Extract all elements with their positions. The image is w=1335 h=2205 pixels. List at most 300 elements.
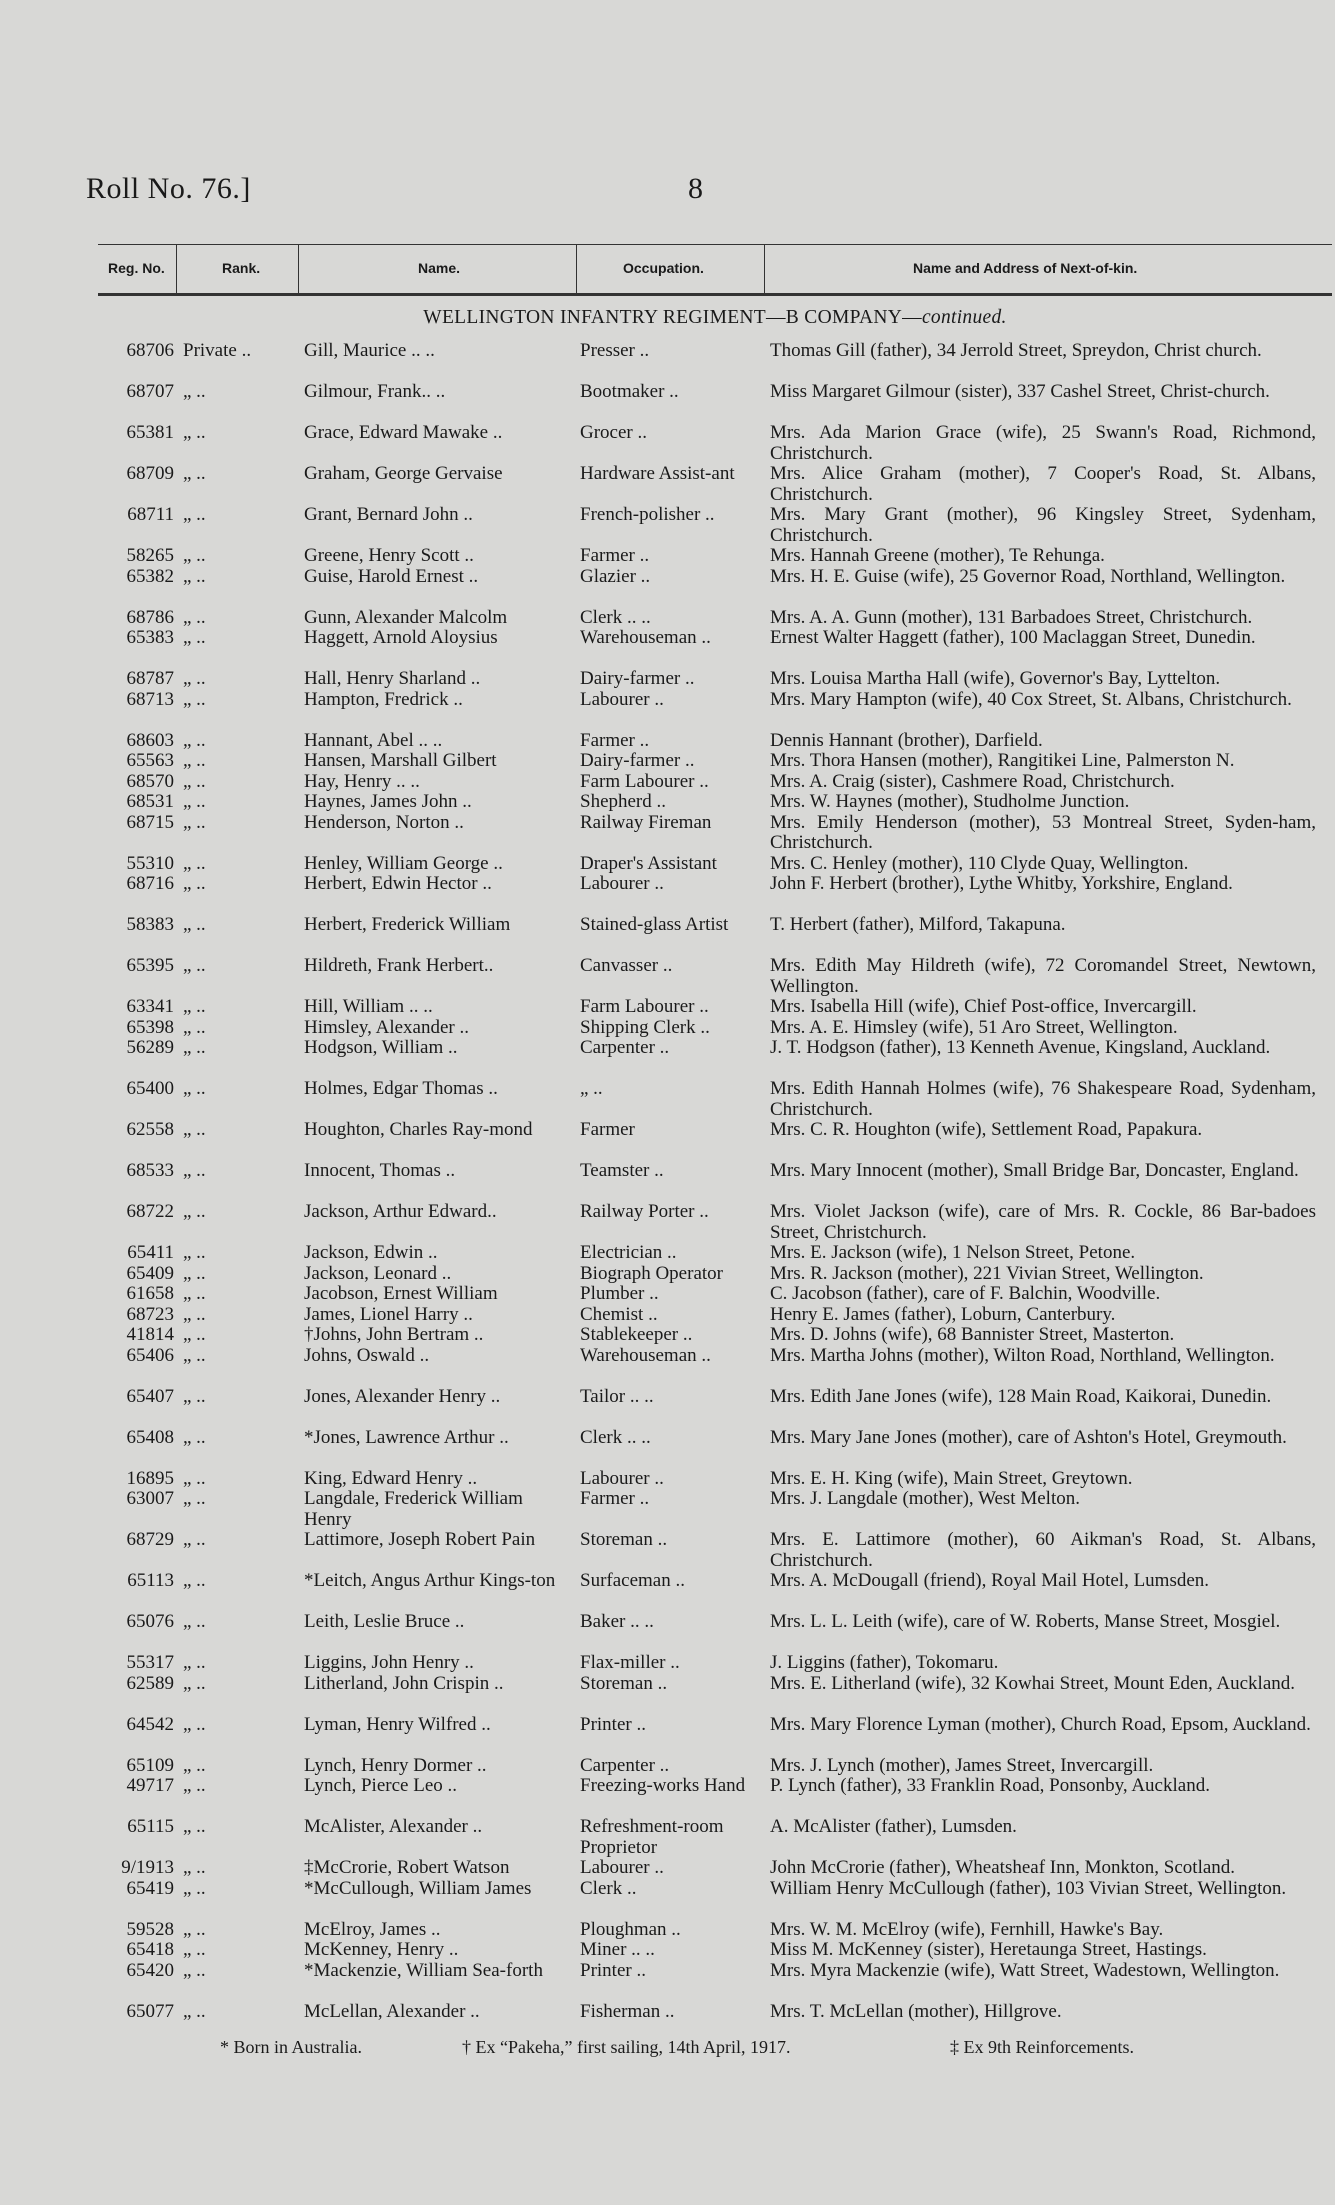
table-row (0, 813, 1335, 854)
next-of-kin: Mrs. Violet Jackson (wife), care of Mrs. R. Cockle, 86 Bar-badoes Street, Christchurch. (770, 1201, 1316, 1243)
reg-number: 63341 (126, 996, 174, 1017)
reg-number: 65400 (126, 1078, 174, 1099)
section-heading (98, 307, 1332, 329)
next-of-kin: Mrs. H. E. Guise (wife), 25 Governor Road, Northland, Wellington. (770, 565, 1286, 587)
soldier-name: Innocent, Thomas .. (304, 1160, 456, 1181)
rank: „ .. (183, 1959, 206, 1981)
next-of-kin: Mrs. Emily Henderson (mother), 53 Montreal Street, Syden-ham, Christchurch. (770, 811, 1316, 853)
soldier-name: *Jones, Lawrence Arthur .. (304, 1426, 509, 1448)
occupation: Clerk .. .. (580, 606, 651, 628)
rank: „ .. (183, 914, 206, 935)
occupation: Plumber .. (580, 1283, 659, 1304)
reg-number: 68533 (126, 1160, 174, 1181)
table-row (0, 1571, 1335, 1612)
next-of-kin: Mrs. R. Jackson (mother), 221 Vivian Street, Wellington. (770, 1262, 1204, 1284)
occupation: Printer .. (580, 1713, 646, 1735)
table-row (0, 690, 1335, 731)
rank: „ .. (183, 1877, 206, 1899)
next-of-kin: Mrs. D. Johns (wife), 68 Bannister Street, Masterton. (770, 1324, 1175, 1345)
occupation: Labourer .. (580, 873, 664, 894)
footnote-born-australia: * Born in Australia. (220, 2037, 362, 2057)
rank: „ .. (183, 1652, 206, 1673)
soldier-name: Grace, Edward Mawake .. (304, 422, 503, 443)
occupation: Flax-miller .. (580, 1652, 680, 1673)
soldier-name: Greene, Henry Scott .. (304, 545, 474, 566)
reg-number: 65398 (126, 1016, 174, 1038)
soldier-name: Haggett, Arnold Aloysius (304, 627, 498, 648)
table-row (0, 1489, 1335, 1530)
reg-number: 65382 (126, 565, 174, 587)
table-row (0, 1284, 1335, 1305)
table-row (0, 1243, 1335, 1264)
soldier-name: †Johns, John Bertram .. (304, 1324, 484, 1345)
occupation: Presser .. (580, 340, 650, 361)
soldier-name: Holmes, Edgar Thomas .. (304, 1078, 498, 1099)
soldier-name: Jackson, Leonard .. (304, 1262, 452, 1284)
occupation: Farmer (580, 1119, 635, 1140)
table-row (0, 1264, 1335, 1285)
reg-number: 65420 (126, 1959, 174, 1981)
rank: „ .. (183, 1242, 206, 1263)
occupation: Labourer .. (580, 1467, 664, 1489)
occupation: Glazier .. (580, 565, 651, 587)
reg-number: 61658 (126, 1283, 174, 1304)
table-row (0, 1674, 1335, 1715)
next-of-kin: Mrs. Hannah Greene (mother), Te Rehunga. (770, 545, 1105, 566)
reg-number: 58265 (126, 545, 174, 566)
rank: „ .. (183, 1262, 206, 1284)
next-of-kin: Mrs. E. Lattimore (mother), 60 Aikman's Road, St. Albans, Christchurch. (770, 1529, 1316, 1571)
rank: „ .. (183, 811, 206, 833)
rank: „ .. (183, 1713, 206, 1735)
reg-number: 65418 (126, 1939, 174, 1960)
reg-number: 9/1913 (121, 1857, 174, 1878)
soldier-name: Hay, Henry .. .. (304, 770, 420, 792)
reg-number: 65115 (127, 1816, 174, 1837)
table-row (0, 669, 1335, 690)
soldier-name: Hall, Henry Sharland .. (304, 668, 481, 689)
table-row (0, 423, 1335, 464)
reg-number: 68729 (126, 1529, 174, 1550)
table-row (0, 1653, 1335, 1674)
next-of-kin: William Henry McCullough (father), 103 Vivian Street, Wellington. (770, 1877, 1287, 1899)
next-of-kin: Mrs. J. Langdale (mother), West Melton. (770, 1488, 1080, 1509)
soldier-name: Leith, Leslie Bruce .. (304, 1611, 465, 1632)
table-row (0, 772, 1335, 793)
occupation: Stablekeeper .. (580, 1324, 693, 1345)
soldier-name: Henderson, Norton .. (304, 811, 464, 833)
occupation: Clerk .. .. (580, 1426, 651, 1448)
occupation: Refreshment-room Proprietor (580, 1816, 724, 1858)
soldier-name: McLellan, Alexander .. (304, 2000, 480, 2022)
table-row (0, 751, 1335, 772)
occupation: Fisherman .. (580, 2000, 675, 2022)
soldier-name: Hildreth, Frank Herbert.. (304, 955, 494, 976)
reg-number: 65419 (126, 1877, 174, 1899)
rank: Private .. (183, 340, 252, 361)
reg-number: 68786 (126, 606, 174, 628)
next-of-kin: Henry E. James (father), Loburn, Canterbury. (770, 1303, 1116, 1325)
next-of-kin: Mrs. Mary Innocent (mother), Small Bridge Bar, Doncaster, England. (770, 1160, 1299, 1181)
col-occupation: Occupation. (623, 260, 704, 276)
occupation: Grocer .. (580, 422, 647, 443)
next-of-kin: C. Jacobson (father), care of F. Balchin, Woodville. (770, 1283, 1161, 1304)
soldier-name: Hodgson, William .. (304, 1037, 458, 1058)
next-of-kin: Mrs. Mary Florence Lyman (mother), Church Road, Epsom, Auckland. (770, 1713, 1311, 1735)
next-of-kin: Thomas Gill (father), 34 Jerrold Street, Spreydon, Christ church. (770, 340, 1262, 361)
reg-number: 68787 (126, 668, 174, 689)
reg-number: 59528 (126, 1918, 174, 1940)
table-row (0, 1776, 1335, 1817)
rank: „ .. (183, 1570, 206, 1591)
reg-number: 68723 (126, 1303, 174, 1325)
reg-number: 65407 (126, 1385, 174, 1407)
next-of-kin: Mrs. J. Lynch (mother), James Street, Invercargill. (770, 1754, 1154, 1776)
next-of-kin: Miss Margaret Gilmour (sister), 337 Cashel Street, Christ-church. (770, 381, 1270, 402)
table-row (0, 1961, 1335, 2002)
reg-number: 68706 (126, 340, 174, 361)
rank: „ .. (183, 1611, 206, 1632)
rank: „ .. (183, 955, 206, 976)
soldier-name: Henley, William George .. (304, 852, 503, 874)
occupation: Storeman .. (580, 1672, 668, 1694)
occupation: Baker .. .. (580, 1611, 654, 1632)
table-row (0, 1202, 1335, 1243)
table-row (0, 854, 1335, 875)
table-row (0, 1756, 1335, 1777)
reg-number: 68603 (126, 729, 174, 751)
next-of-kin: Mrs. Edith Jane Jones (wife), 128 Main Road, Kaikorai, Dunedin. (770, 1385, 1272, 1407)
occupation: Dairy-farmer .. (580, 668, 695, 689)
rank: „ .. (183, 1775, 206, 1796)
table-row (0, 1346, 1335, 1387)
rank: „ .. (183, 1857, 206, 1878)
occupation: Teamster .. (580, 1160, 664, 1181)
reg-number: 65113 (127, 1570, 174, 1591)
soldier-name: Hannant, Abel .. .. (304, 729, 443, 751)
reg-number: 16895 (126, 1467, 174, 1489)
next-of-kin: Ernest Walter Haggett (father), 100 Maclaggan Street, Dunedin. (770, 627, 1256, 648)
soldier-name: Gunn, Alexander Malcolm (304, 606, 508, 628)
occupation: Farmer .. (580, 1488, 650, 1509)
rank: „ .. (183, 1426, 206, 1448)
rank: „ .. (183, 422, 206, 443)
occupation: Shipping Clerk .. (580, 1016, 710, 1038)
table-row (0, 546, 1335, 567)
next-of-kin: Mrs. Thora Hansen (mother), Rangitikei Line, Palmerston N. (770, 750, 1235, 771)
rank: „ .. (183, 1467, 206, 1489)
rank: „ .. (183, 1160, 206, 1181)
rank: „ .. (183, 1324, 206, 1345)
rank: „ .. (183, 565, 206, 587)
next-of-kin: Mrs. Mary Hampton (wife), 40 Cox Street, St. Albans, Christchurch. (770, 688, 1292, 710)
table-row (0, 1469, 1335, 1490)
soldier-name: Jackson, Edwin .. (304, 1242, 438, 1263)
next-of-kin: Mrs. Mary Jane Jones (mother), care of Ashton's Hotel, Greymouth. (770, 1426, 1287, 1448)
soldier-name: Gill, Maurice .. .. (304, 340, 435, 361)
table-row (0, 1079, 1335, 1120)
next-of-kin: J. Liggins (father), Tokomaru. (770, 1652, 999, 1673)
table-row (0, 505, 1335, 546)
next-of-kin: Mrs. E. Jackson (wife), 1 Nelson Street, Petone. (770, 1242, 1136, 1263)
col-name: Name. (418, 260, 461, 276)
next-of-kin: Miss M. McKenney (sister), Heretaunga Street, Hastings. (770, 1939, 1207, 1960)
reg-number: 58383 (126, 914, 174, 935)
reg-number: 65409 (126, 1262, 174, 1284)
soldier-name: Liggins, John Henry .. (304, 1652, 474, 1673)
rank: „ .. (183, 1385, 206, 1407)
soldier-name: *Leitch, Angus Arthur Kings-ton (304, 1570, 556, 1591)
reg-number: 49717 (126, 1775, 174, 1796)
rank: „ .. (183, 1201, 206, 1222)
table-row (0, 1879, 1335, 1920)
roll-table (0, 341, 1335, 2022)
table-row (0, 792, 1335, 813)
occupation: Labourer .. (580, 688, 664, 710)
next-of-kin: Mrs. W. M. McElroy (wife), Fernhill, Hawke's Bay. (770, 1918, 1164, 1940)
next-of-kin: Mrs. C. R. Houghton (wife), Settlement Road, Papakura. (770, 1119, 1203, 1140)
reg-number: 68713 (126, 688, 174, 710)
soldier-name: Jacobson, Ernest William (304, 1283, 498, 1304)
page-number: 8 (688, 172, 703, 205)
reg-number: 68715 (126, 811, 174, 833)
soldier-name: Haynes, James John .. (304, 791, 472, 812)
reg-number: 68722 (126, 1201, 174, 1222)
soldier-name: Lattimore, Joseph Robert Pain (304, 1529, 536, 1550)
occupation: Storeman .. (580, 1529, 668, 1550)
next-of-kin: Dennis Hannant (brother), Darfield. (770, 729, 1043, 751)
soldier-name: Johns, Oswald .. (304, 1344, 430, 1366)
col-rank: Rank. (222, 260, 261, 276)
soldier-name: Houghton, Charles Ray-mond (304, 1119, 533, 1140)
table-row (0, 1715, 1335, 1756)
table-row (0, 1858, 1335, 1879)
occupation: Tailor .. .. (580, 1385, 654, 1407)
reg-number: 68716 (126, 873, 174, 894)
rank: „ .. (183, 381, 206, 402)
rank: „ .. (183, 1078, 206, 1099)
rank: „ .. (183, 770, 206, 792)
occupation: Printer .. (580, 1959, 646, 1981)
occupation: Miner .. .. (580, 1939, 655, 1960)
soldier-name: Lynch, Henry Dormer .. (304, 1754, 487, 1776)
occupation: Farm Labourer .. (580, 996, 709, 1017)
next-of-kin: Mrs. T. McLellan (mother), Hillgrove. (770, 2000, 1062, 2022)
rank: „ .. (183, 1303, 206, 1325)
table-row (0, 1612, 1335, 1653)
next-of-kin: Mrs. Louisa Martha Hall (wife), Governor's Bay, Lyttelton. (770, 668, 1221, 689)
rank: „ .. (183, 1754, 206, 1776)
section-title: WELLINGTON INFANTRY REGIMENT—B COMPANY— (423, 307, 922, 328)
soldier-name: Herbert, Frederick William (304, 914, 511, 935)
rank: „ .. (183, 1939, 206, 1960)
occupation: Carpenter .. (580, 1037, 670, 1058)
rank: „ .. (183, 606, 206, 628)
rank: „ .. (183, 627, 206, 648)
reg-number: 68531 (126, 791, 174, 812)
rank: „ .. (183, 688, 206, 710)
occupation: Farmer .. (580, 729, 650, 751)
section-continued: continued. (921, 307, 1007, 328)
soldier-name: *Mackenzie, William Sea-forth (304, 1959, 543, 1981)
reg-number: 68709 (126, 463, 174, 484)
table-row (0, 1920, 1335, 1941)
reg-number: 62589 (126, 1672, 174, 1694)
soldier-name: James, Lionel Harry .. (304, 1303, 473, 1325)
occupation: Surfaceman .. (580, 1570, 685, 1591)
soldier-name: Guise, Harold Ernest .. (304, 565, 479, 587)
occupation: Railway Fireman (580, 811, 712, 833)
next-of-kin: J. T. Hodgson (father), 13 Kenneth Avenue, Kingsland, Auckland. (770, 1037, 1271, 1058)
table-row (0, 1325, 1335, 1346)
occupation: Stained-glass Artist (580, 914, 729, 935)
soldier-name: McKenney, Henry .. (304, 1939, 459, 1960)
table-row (0, 1018, 1335, 1039)
soldier-name: *McCullough, William James (304, 1877, 532, 1899)
rank: „ .. (183, 1037, 206, 1058)
reg-number: 65077 (126, 2000, 174, 2022)
next-of-kin: A. McAlister (father), Lumsden. (770, 1816, 1017, 1837)
reg-number: 65076 (126, 1611, 174, 1632)
reg-number: 62558 (126, 1119, 174, 1140)
rank: „ .. (183, 668, 206, 689)
occupation: Draper's Assistant (580, 852, 717, 874)
table-row (0, 1387, 1335, 1428)
next-of-kin: John McCrorie (father), Wheatsheaf Inn, Monkton, Scotland. (770, 1857, 1236, 1878)
footnote-pakeha: † Ex “Pakeha,” first sailing, 14th April, 1917. (462, 2037, 791, 2057)
soldier-name: Lyman, Henry Wilfred .. (304, 1713, 491, 1735)
table-row (0, 731, 1335, 752)
next-of-kin: Mrs. Martha Johns (mother), Wilton Road, Northland, Wellington. (770, 1344, 1275, 1366)
table-row (0, 382, 1335, 423)
rank: „ .. (183, 1344, 206, 1366)
rank: „ .. (183, 1816, 206, 1837)
occupation: „ .. (580, 1078, 603, 1099)
rank: „ .. (183, 873, 206, 894)
rank: „ .. (183, 729, 206, 751)
occupation: Warehouseman .. (580, 1344, 711, 1366)
reg-number: 65383 (126, 627, 174, 648)
occupation: Ploughman .. (580, 1918, 681, 1940)
occupation: Clerk .. (580, 1877, 637, 1899)
table-row (0, 874, 1335, 915)
table-row (0, 608, 1335, 629)
col-reg-no: Reg. No. (108, 260, 165, 276)
reg-number: 65408 (126, 1426, 174, 1448)
occupation: Labourer .. (580, 1857, 664, 1878)
rank: „ .. (183, 852, 206, 874)
table-row (0, 915, 1335, 956)
rank: „ .. (183, 504, 206, 525)
occupation: Farm Labourer .. (580, 770, 709, 792)
next-of-kin: T. Herbert (father), Milford, Takapuna. (770, 914, 1066, 935)
soldier-name: Langdale, Frederick William Henry (304, 1488, 523, 1530)
reg-number: 65109 (126, 1754, 174, 1776)
next-of-kin: Mrs. A. A. Gunn (mother), 131 Barbadoes Street, Christchurch. (770, 606, 1253, 628)
soldier-name: Gilmour, Frank.. .. (304, 381, 446, 402)
rank: „ .. (183, 545, 206, 566)
next-of-kin: Mrs. Ada Marion Grace (wife), 25 Swann's Road, Richmond, Christchurch. (770, 422, 1316, 464)
occupation: Shepherd .. (580, 791, 667, 812)
column-header (98, 244, 1332, 296)
next-of-kin: Mrs. Isabella Hill (wife), Chief Post-office, Invercargill. (770, 996, 1197, 1017)
next-of-kin: P. Lynch (father), 33 Franklin Road, Ponsonby, Auckland. (770, 1775, 1210, 1796)
occupation: Hardware Assist-ant (580, 463, 735, 484)
rank: „ .. (183, 1529, 206, 1550)
soldier-name: Jones, Alexander Henry .. (304, 1385, 501, 1407)
soldier-name: Hampton, Fredrick .. (304, 688, 463, 710)
occupation: Farmer .. (580, 545, 650, 566)
reg-number: 63007 (126, 1488, 174, 1509)
rank: „ .. (183, 463, 206, 484)
table-row (0, 2002, 1335, 2023)
reg-number: 65381 (126, 422, 174, 443)
table-row (0, 1428, 1335, 1469)
reg-number: 68570 (126, 770, 174, 792)
next-of-kin: Mrs. A. McDougall (friend), Royal Mail Hotel, Lumsden. (770, 1570, 1210, 1591)
reg-number: 68711 (127, 504, 174, 525)
occupation: Warehouseman .. (580, 627, 711, 648)
table-row (0, 1530, 1335, 1571)
table-row (0, 341, 1335, 382)
next-of-kin: Mrs. Myra Mackenzie (wife), Watt Street, Wadestown, Wellington. (770, 1959, 1280, 1981)
footnote-reinforcements: ‡ Ex 9th Reinforcements. (950, 2037, 1134, 2057)
soldier-name: King, Edward Henry .. (304, 1467, 478, 1489)
rank: „ .. (183, 1918, 206, 1940)
next-of-kin: Mrs. A. Craig (sister), Cashmere Road, Christchurch. (770, 770, 1175, 792)
soldier-name: Grant, Bernard John .. (304, 504, 473, 525)
occupation: Canvasser .. (580, 955, 673, 976)
soldier-name: McAlister, Alexander .. (304, 1816, 483, 1837)
soldier-name: Himsley, Alexander .. (304, 1016, 469, 1038)
soldier-name: Hill, William .. .. (304, 996, 433, 1017)
reg-number: 56289 (126, 1037, 174, 1058)
occupation: Carpenter .. (580, 1754, 670, 1776)
next-of-kin: Mrs. Mary Grant (mother), 96 Kingsley Street, Sydenham, Christchurch. (770, 504, 1316, 546)
table-row (0, 1305, 1335, 1326)
next-of-kin: Mrs. C. Henley (mother), 110 Clyde Quay, Wellington. (770, 852, 1189, 874)
soldier-name: Hansen, Marshall Gilbert (304, 750, 497, 771)
next-of-kin: Mrs. Alice Graham (mother), 7 Cooper's Road, St. Albans, Christchurch. (770, 463, 1316, 505)
rank: „ .. (183, 750, 206, 771)
table-row (0, 956, 1335, 997)
col-next-of-kin: Name and Address of Next-of-kin. (913, 260, 1138, 276)
soldier-name: Jackson, Arthur Edward.. (304, 1201, 497, 1222)
rank: „ .. (183, 1672, 206, 1694)
reg-number: 68707 (126, 381, 174, 402)
soldier-name: Lynch, Pierce Leo .. (304, 1775, 458, 1796)
next-of-kin: Mrs. E. Litherland (wife), 32 Kowhai Street, Mount Eden, Auckland. (770, 1672, 1296, 1694)
table-row (0, 1817, 1335, 1858)
rank: „ .. (183, 996, 206, 1017)
occupation: Railway Porter .. (580, 1201, 709, 1222)
next-of-kin: Mrs. Edith Hannah Holmes (wife), 76 Shakespeare Road, Sydenham, Christchurch. (770, 1078, 1316, 1120)
table-row (0, 997, 1335, 1018)
reg-number: 65395 (126, 955, 174, 976)
table-row (0, 464, 1335, 505)
reg-number: 64542 (126, 1713, 174, 1735)
soldier-name: McElroy, James .. (304, 1918, 441, 1940)
occupation: Dairy-farmer .. (580, 750, 695, 771)
soldier-name: Graham, George Gervaise (304, 463, 503, 484)
reg-number: 65563 (126, 750, 174, 771)
table-row (0, 1038, 1335, 1079)
occupation: Bootmaker .. (580, 381, 679, 402)
rank: „ .. (183, 1016, 206, 1038)
table-row (0, 1161, 1335, 1202)
reg-number: 55317 (126, 1652, 174, 1673)
reg-number: 65406 (126, 1344, 174, 1366)
